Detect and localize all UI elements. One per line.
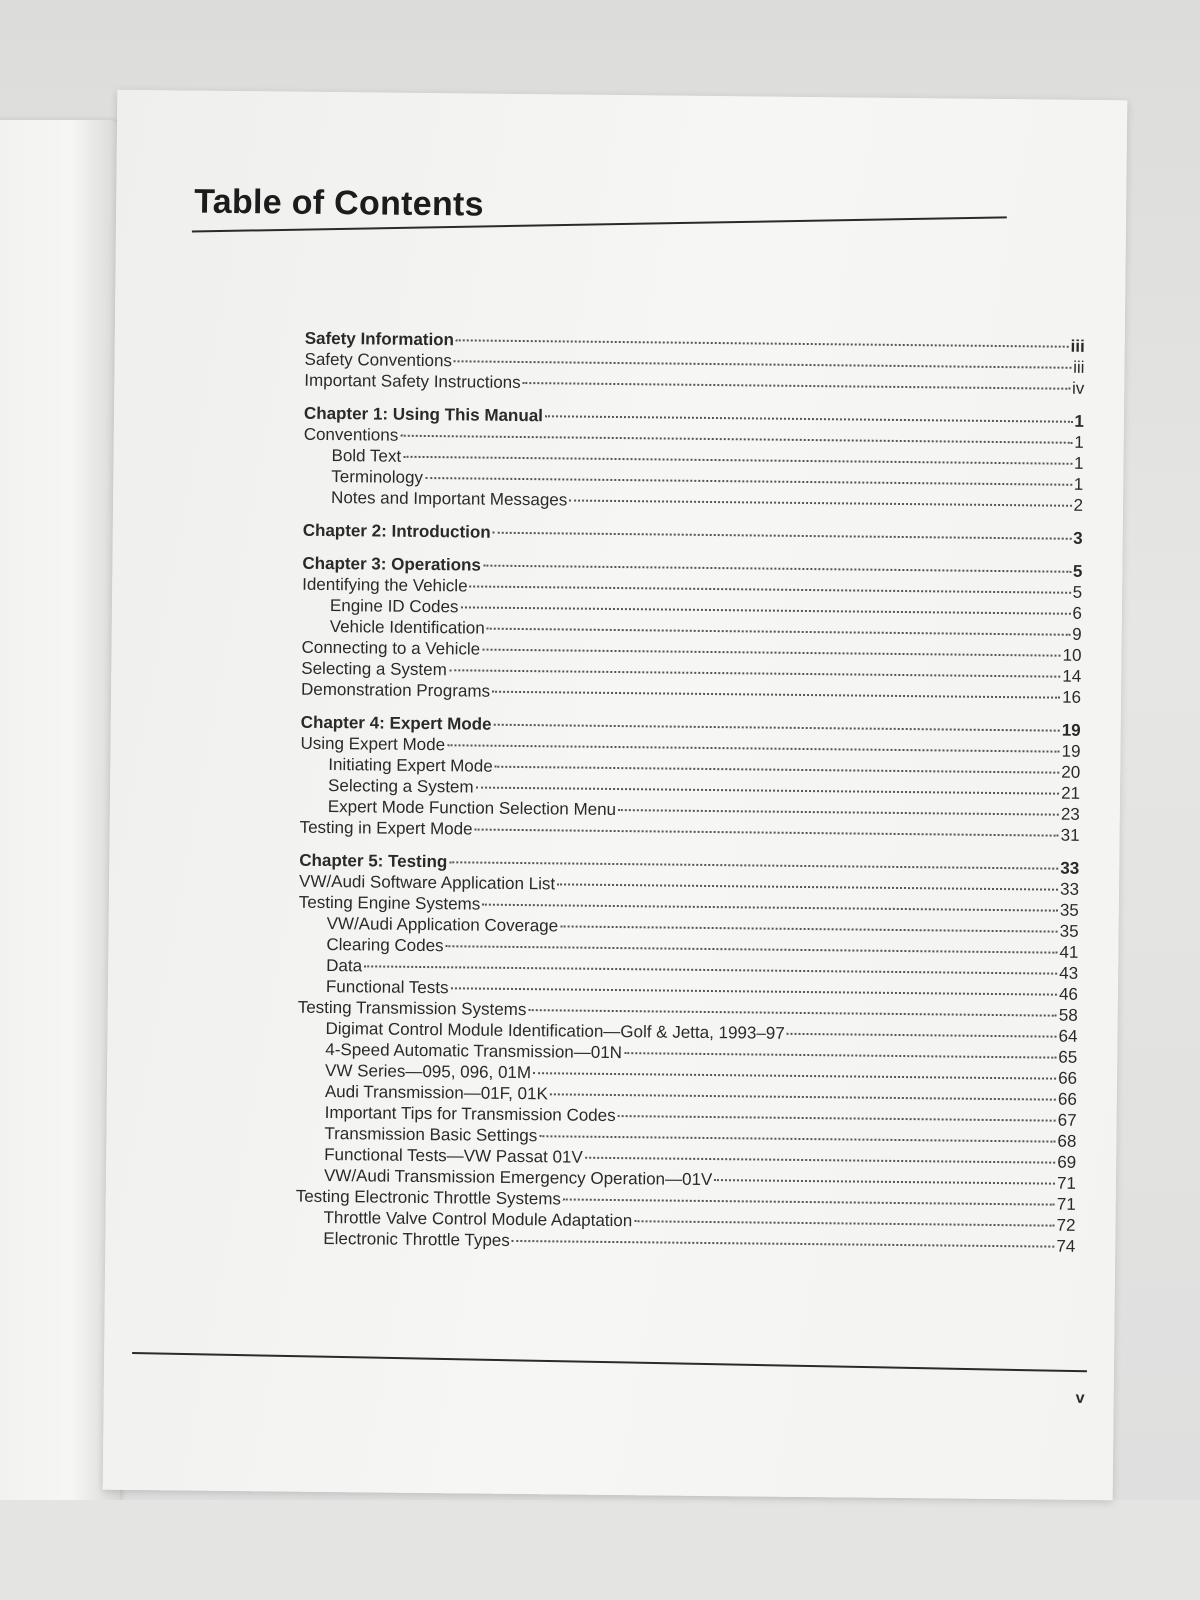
toc-entry-label: Chapter 4: Expert Mode [300, 712, 492, 734]
toc-entry-label: Safety Conventions [304, 349, 453, 371]
toc-entry-label: Expert Mode Function Selection Menu [327, 796, 617, 820]
toc-entry-page: 9 [1072, 624, 1082, 644]
toc-leader-dots [493, 532, 1072, 540]
facing-page-edge [0, 120, 120, 1500]
toc-leader-dots [533, 1072, 1056, 1079]
toc-leader-dots [364, 965, 1057, 974]
toc-leader-dots [787, 1033, 1057, 1038]
toc-leader-dots [557, 883, 1058, 890]
toc-entry-page: 71 [1056, 1194, 1076, 1214]
toc-entry-label: Chapter 2: Introduction [302, 520, 491, 542]
toc-entry-label: Bold Text [331, 446, 402, 466]
toc-leader-dots [545, 415, 1073, 423]
toc-entry-label: Clearing Codes [326, 934, 444, 956]
toc-entry-page: 66 [1057, 1089, 1077, 1109]
toc-leader-dots [449, 669, 1061, 677]
toc-leader-dots [550, 1093, 1056, 1100]
toc-entry-page: 35 [1059, 921, 1079, 941]
toc-entry-label: Throttle Valve Control Module Adaptation [323, 1207, 633, 1231]
toc-entry-page: 2 [1073, 495, 1084, 515]
toc-leader-dots [495, 766, 1060, 774]
toc-leader-dots [494, 724, 1060, 732]
toc-leader-dots [400, 435, 1072, 444]
toc-entry-label: Testing Engine Systems [298, 892, 481, 914]
toc-entry-label: Connecting to a Vehicle [301, 637, 481, 659]
toc-leader-dots [470, 585, 1071, 593]
toc-entry-label: Transmission Basic Settings [324, 1123, 538, 1146]
toc-entry-page: 67 [1057, 1110, 1077, 1130]
toc-leader-dots [450, 987, 1057, 995]
toc-leader-dots [523, 382, 1070, 390]
toc-entry-label: Important Tips for Transmission Codes [324, 1102, 616, 1126]
toc-leader-dots [634, 1220, 1054, 1226]
toc-entry-page: 72 [1056, 1215, 1076, 1235]
toc-leader-dots [460, 606, 1070, 614]
toc-entry-page: 64 [1058, 1026, 1078, 1046]
toc-leader-dots [482, 904, 1058, 912]
toc-list [295, 328, 1085, 1257]
toc-entry-page: 3 [1073, 528, 1083, 548]
toc-entry-page: 10 [1062, 645, 1082, 665]
toc-leader-dots [618, 1115, 1056, 1122]
toc-entry-label: Demonstration Programs [300, 679, 491, 701]
toc-leader-dots [454, 360, 1071, 368]
toc-leader-dots [563, 1198, 1055, 1205]
toc-entry-page: 31 [1060, 825, 1080, 845]
toc-entry-label: Vehicle Identification [329, 617, 485, 638]
toc-entry-label: VW/Audi Software Application List [298, 871, 556, 894]
toc-entry-page: 66 [1058, 1068, 1078, 1088]
toc-entry-label: Testing in Expert Mode [299, 817, 473, 839]
toc-entry-page: 6 [1072, 603, 1083, 623]
toc-leader-dots [403, 456, 1072, 465]
toc-leader-dots [560, 925, 1058, 932]
toc-entry-page: 35 [1059, 900, 1079, 920]
toc-leader-dots [487, 628, 1071, 636]
toc-leader-dots [569, 500, 1071, 507]
toc-entry-page: 58 [1058, 1005, 1078, 1025]
toc-entry-label: Selecting a System [301, 658, 447, 680]
toc-leader-dots [476, 787, 1060, 795]
toc-leader-dots [585, 1157, 1055, 1164]
toc-entry-page: 21 [1061, 783, 1081, 803]
toc-leader-dots [446, 945, 1058, 953]
toc-entry-page: 1 [1073, 453, 1084, 473]
toc-entry-label: Digimat Control Module Identification—Golf & Jetta, 1993–97 [325, 1018, 785, 1043]
toc-leader-dots [492, 691, 1060, 699]
toc-leader-dots [456, 339, 1069, 347]
toc-entry-page: 19 [1061, 720, 1081, 740]
toc-entry-page: 20 [1061, 762, 1081, 782]
toc-entry-label: Audi Transmission—01F, 01K [324, 1081, 548, 1104]
manual-page [103, 90, 1128, 1500]
toc-entry-label: 4-Speed Automatic Transmission—01N [325, 1039, 623, 1063]
toc-leader-dots [483, 565, 1071, 573]
table-surface [0, 1500, 1200, 1600]
toc-entry-page: 1 [1073, 474, 1084, 494]
toc-entry-page: 23 [1060, 804, 1080, 824]
toc-leader-dots [482, 649, 1060, 657]
toc-entry-page: 71 [1056, 1173, 1077, 1193]
toc-entry-label: Identifying the Vehicle [302, 574, 468, 596]
toc-entry-page: 5 [1072, 561, 1083, 581]
toc-entry-page: 68 [1057, 1131, 1077, 1151]
toc-leader-dots [512, 1240, 1055, 1248]
toc-entry-label: Initiating Expert Mode [328, 754, 493, 776]
toc-entry-label: Testing Electronic Throttle Systems [295, 1186, 562, 1209]
toc-entry-page: 19 [1061, 741, 1081, 761]
toc-entry-page: 65 [1058, 1047, 1078, 1067]
toc-entry-label: VW/Audi Application Coverage [326, 913, 559, 936]
toc-entry-label: VW/Audi Transmission Emergency Operation—01V [323, 1165, 713, 1190]
toc-entry-label: Chapter 3: Operations [302, 553, 482, 575]
toc-entry-page: 74 [1056, 1236, 1076, 1256]
toc-entry-page: 1 [1074, 432, 1084, 452]
toc-entry-page: 5 [1072, 582, 1083, 602]
toc-entry-page: 69 [1057, 1152, 1077, 1172]
toc-entry-label: Chapter 1: Using This Manual [303, 403, 544, 426]
toc-entry-label: Functional Tests—VW Passat 01V [324, 1144, 583, 1167]
toc-entry-page: iii [1073, 357, 1085, 377]
toc-entry-label: Testing Transmission Systems [297, 997, 527, 1020]
toc-entry-page: 46 [1058, 984, 1079, 1004]
footer-rule [132, 1352, 1087, 1372]
toc-entry-label: Electronic Throttle Types [323, 1228, 510, 1250]
toc-entry-page: 14 [1062, 666, 1082, 686]
toc-entry-label: Engine ID Codes [329, 596, 459, 617]
toc-entry-label: Notes and Important Messages [331, 488, 568, 510]
toc-entry-label: Selecting a System [327, 775, 474, 797]
toc-leader-dots [447, 744, 1059, 752]
toc-entry-label: Terminology [331, 467, 424, 487]
page-title: Table of Contents [193, 182, 485, 224]
toc-leader-dots [539, 1135, 1055, 1142]
toc-leader-dots [714, 1179, 1055, 1185]
toc-entry [303, 520, 1083, 549]
toc-leader-dots [624, 1052, 1056, 1059]
toc-entry-label: Functional Tests [325, 976, 449, 998]
toc-entry-label: Using Expert Mode [300, 733, 446, 755]
toc-leader-dots [475, 829, 1059, 837]
toc-entry-page: 16 [1062, 687, 1082, 707]
toc-entry-label: Important Safety Instructions [304, 370, 521, 392]
page-number: v [1075, 1389, 1085, 1407]
toc-entry-label: VW Series—095, 096, 01M [324, 1060, 532, 1083]
toc-leader-dots [618, 809, 1059, 816]
toc-entry-label: Data [326, 955, 363, 976]
toc-entry-page: 1 [1074, 411, 1085, 431]
toc-entry-page: 33 [1060, 879, 1080, 899]
toc-entry-label: Conventions [303, 424, 399, 445]
toc-entry-page: 41 [1059, 942, 1079, 962]
toc-entry-label: Safety Information [304, 328, 455, 350]
toc-leader-dots [425, 477, 1072, 486]
toc-entry-page: iv [1071, 378, 1085, 398]
toc-entry-page: iii [1070, 336, 1085, 356]
toc-leader-dots [449, 861, 1058, 869]
toc-entry-page: 43 [1059, 963, 1079, 983]
toc-entry-label: Chapter 5: Testing [299, 850, 448, 872]
toc-entry-page: 33 [1060, 858, 1080, 878]
toc-leader-dots [528, 1009, 1056, 1017]
